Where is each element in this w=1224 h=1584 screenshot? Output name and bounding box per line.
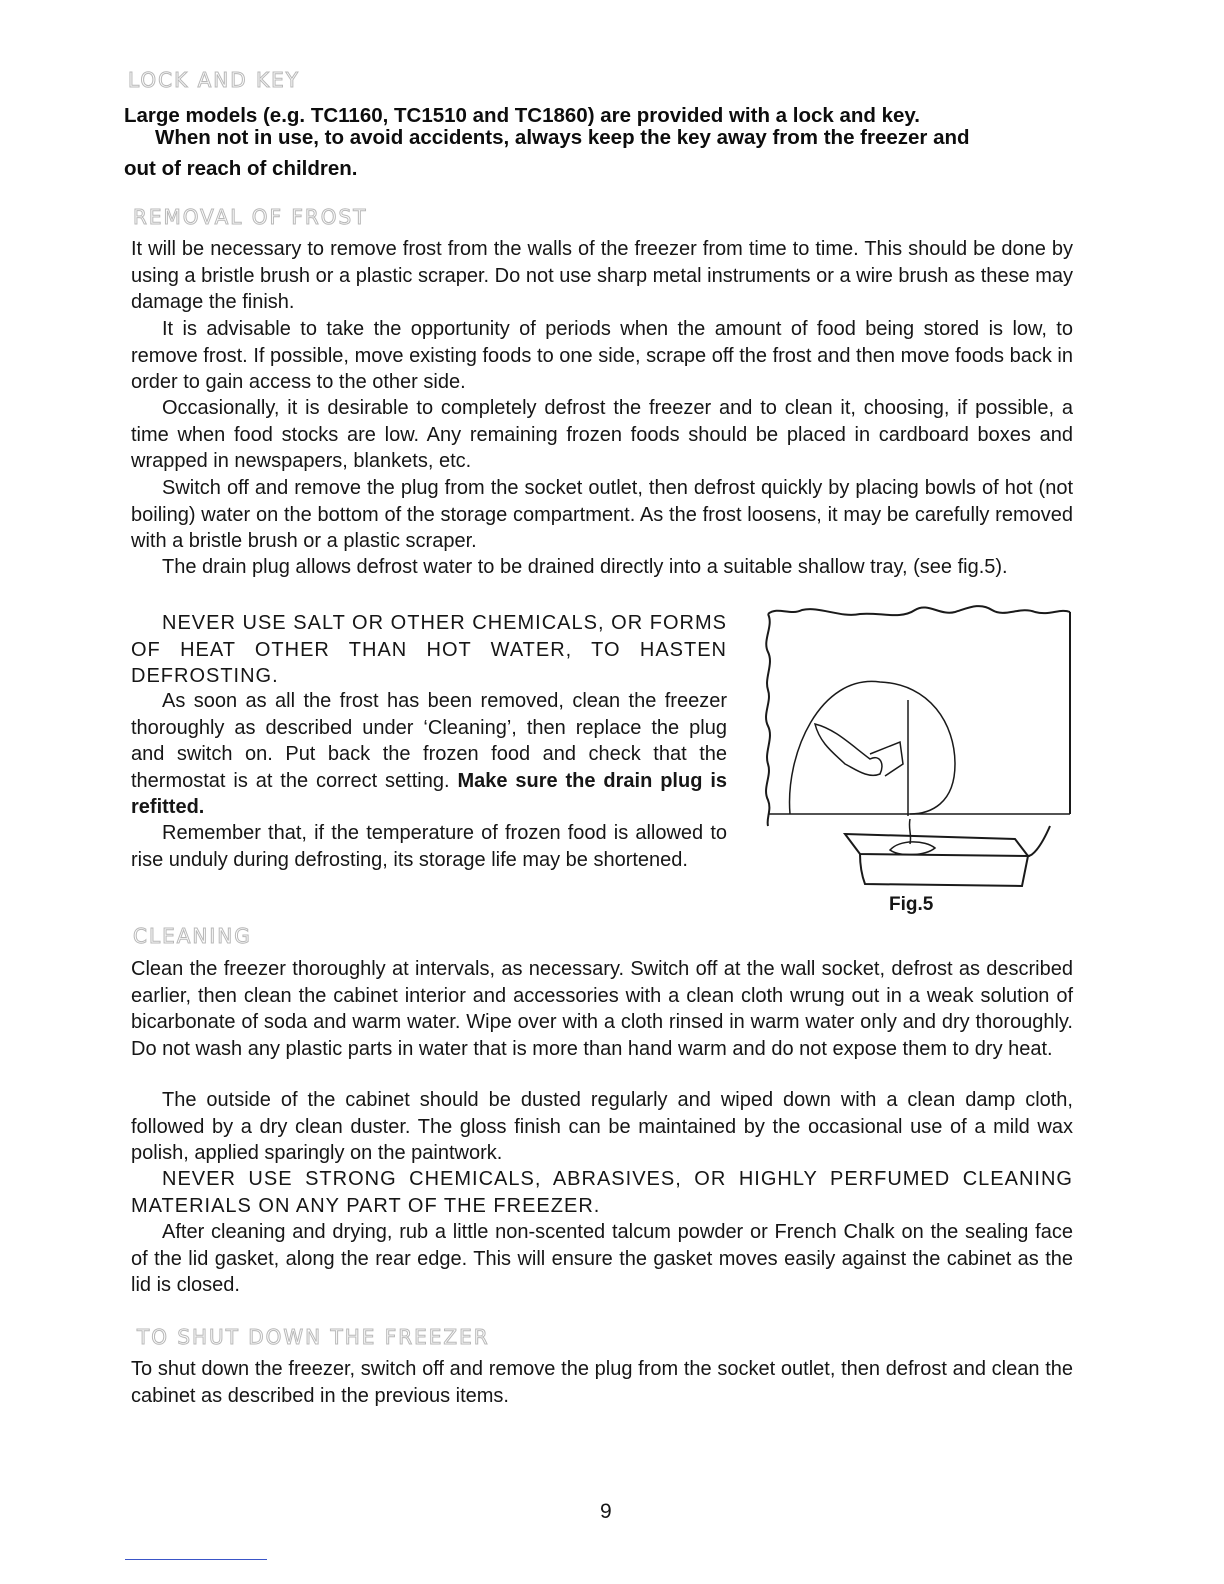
frost-paragraph-7: As soon as all the frost has been removed, clean the freezer thoroughly as described under ‘Cleaning’, then replace the plug and switch on. Put back the frozen food and check that the thermostat is at the correct setting. Make sure the drain plug is refitted. [131,690,728,818]
page-number: 9 [600,1500,612,1523]
water-drip-icon [909,819,910,844]
freezer-left-wall [766,614,770,826]
frost-paragraph-2: It is advisable to take the opportunity of periods when the amount of food being stored is low, to remove frost. If possible, move existing foods to one side, scrape off the frost and then move foods back in order to gain access to the other side. [131,318,1073,393]
cleaning-paragraph-2: The outside of the cabinet should be dusted regularly and wiped down with a clean damp cloth, followed by a dry clean duster. The gloss finish can be maintained by the occasional use of a mild wax polish, applied sparingly on the paintwork. [131,1089,1073,1164]
footer-rule [125,1559,267,1560]
cleaning-paragraph-1: Clean the freezer thoroughly at intervals, as necessary. Switch off at the wall socket, defrost as described earlier, then clean the cabinet interior and accessories with a clean cloth wrung out in a weak solution of bicarbonate of soda and warm water. Wipe over with a cloth rinsed in warm water only and dry thoroughly. Do not wash any plastic parts in water that is more than hand warm and do not expose them to dry heat. [131,958,1073,1060]
frost-paragraph-3: Occasionally, it is desirable to completely defrost the freezer and to clean it, choosing, if possible, a time when food stocks are low. Any remaining frozen foods should be placed in cardboard boxes and wrapped in newspapers, blankets, etc. [131,397,1073,472]
heading-shut-down: TO SHUT DOWN THE FREEZER [137,1325,490,1349]
frost-warning-paragraph: NEVER USE SALT OR OTHER CHEMICALS, OR FORMS OF HEAT OTHER THAN HOT WATER, TO HASTEN DEFROSTING. [131,612,727,687]
shutdown-paragraph: To shut down the freezer, switch off and remove the plug from the socket outlet, then defrost and clean the cabinet as described in the previous items. [131,1358,1073,1407]
water-ripple-icon [890,842,935,855]
fig5-drain-illustration [760,604,1080,894]
heading-removal-of-frost: REMOVAL OF FROST [133,205,368,229]
lock-warning-line-2: When not in use, to avoid accidents, always keep the key away from the freezer and [155,126,970,149]
cleaning-paragraph-4: After cleaning and drying, rub a little non-scented talcum powder or French Chalk on the sealing face of the lid gasket, along the rear edge. This will ensure the gasket moves easily against the cabinet as the lid is closed. [131,1221,1073,1296]
cleaning-warning-paragraph: NEVER USE STRONG CHEMICALS, ABRASIVES, OR HIGHLY PERFUMED CLEANING MATERIALS ON ANY PART OF THE FREEZER. [131,1168,1073,1217]
heading-cleaning: CLEANING [133,924,252,948]
figure-caption: Fig.5 [889,894,934,915]
heading-lock-and-key: LOCK AND KEY [128,68,300,92]
freezer-top-outline [768,606,1070,615]
hand-icon [815,724,882,775]
frost-paragraph-8: Remember that, if the temperature of frozen food is allowed to rise unduly during defrosting, its storage life may be shortened. [131,822,727,871]
drain-plug-reminder: Make sure the drain plug is refitted. [131,769,728,818]
cabinet-cutaway-outline [790,681,955,814]
drip-tray-rim [845,834,1028,856]
frost-paragraph-1: It will be necessary to remove frost from the walls of the freezer from time to time. This should be done by using a bristle brush or a plastic scraper. Do not use sharp metal instruments or a wire brush as these may damage the finish. [131,238,1073,313]
lock-warning-line-1: Large models (e.g. TC1160, TC1510 and TC1860) are provided with a lock and key. [124,104,920,127]
frost-paragraph-4: Switch off and remove the plug from the socket outlet, then defrost quickly by placing bowls of hot (not boiling) water on the bottom of the storage compartment. As the frost loosens, it may be carefully removed with a bristle brush or a plastic scraper. [131,477,1073,552]
floor-edge-line [1028,826,1050,856]
drip-tray-body [860,854,1028,886]
lock-warning-line-3: out of reach of children. [124,157,358,180]
frost-paragraph-5: The drain plug allows defrost water to be drained directly into a suitable shallow tray, (see fig.5). [162,556,1008,578]
drain-plug-icon [870,742,903,776]
